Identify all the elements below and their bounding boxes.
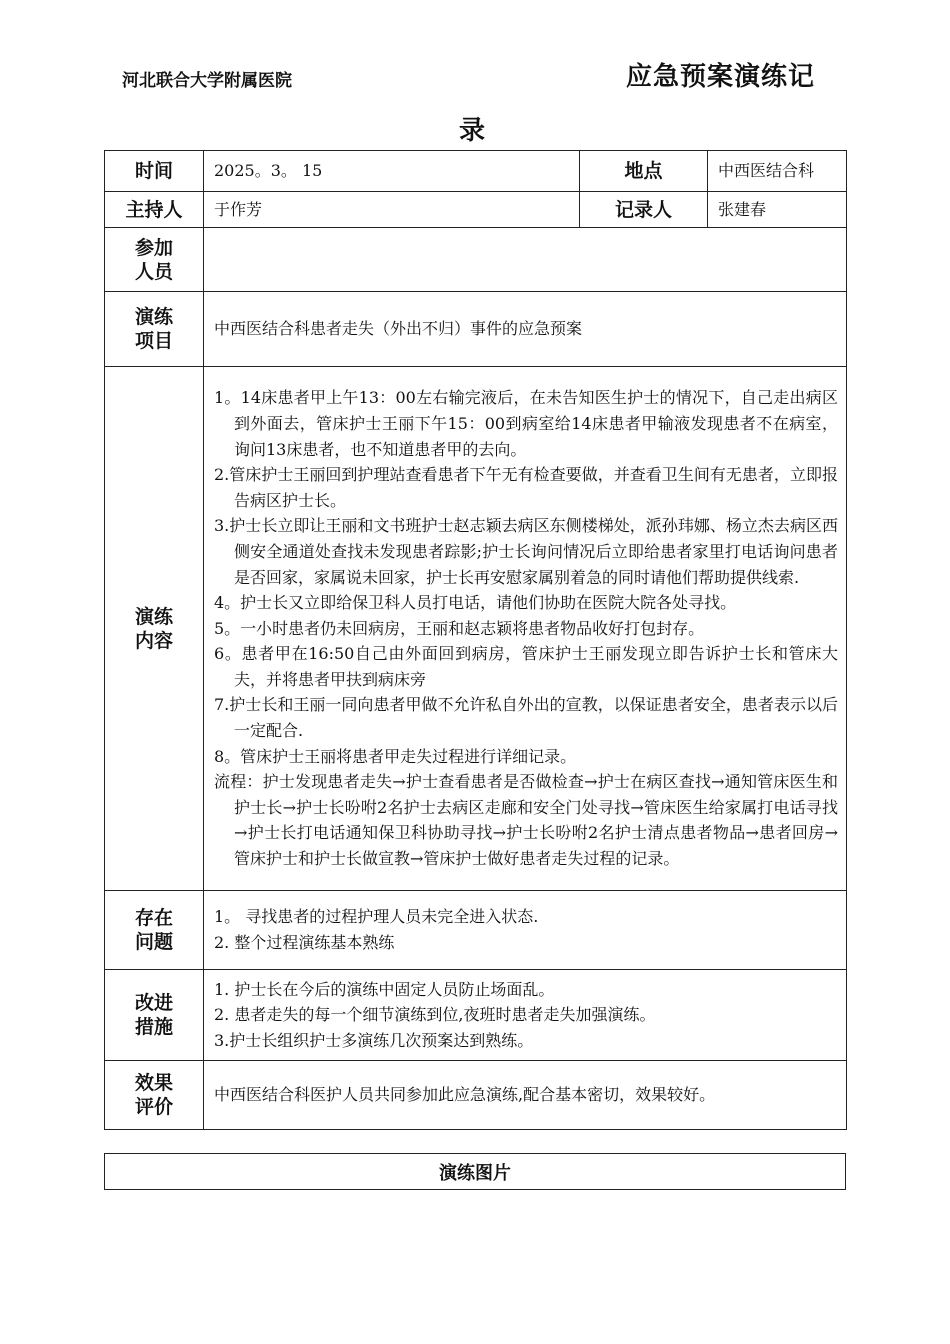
row-content xyxy=(105,367,847,891)
effect-label-line1: 效果 xyxy=(134,1072,173,1094)
content-item: 4。护士长又立即给保卫科人员打电话，请他们协助在医院大院各处寻找。 xyxy=(214,593,737,613)
improve-item: 3.护士长组织护士多演练几次预案达到熟练。 xyxy=(214,1030,534,1050)
improve-item: 1. 护士长在今后的演练中固定人员防止场面乱。 xyxy=(214,979,555,999)
content-label-line1: 演练 xyxy=(134,605,173,628)
effect-label-line2: 评价 xyxy=(134,1096,173,1118)
content-item: 2.管床护士王丽回到护理站查看患者下午无有检查要做，并查看卫生间有无患者，立即报告病区护士长。 xyxy=(214,465,838,510)
record-table xyxy=(104,150,847,1130)
issue-item: 2. 整个过程演练基本熟练 xyxy=(214,933,395,952)
effect-value: 中西医结合科医护人员共同参加此应急演练,配合基本密切，效果较好。 xyxy=(204,1061,847,1130)
recorder-label: 记录人 xyxy=(580,192,708,228)
project-value: 中西医结合科患者走失（外出不归）事件的应急预案 xyxy=(204,292,847,367)
content-label xyxy=(105,367,204,891)
row-time xyxy=(105,151,847,192)
project-label xyxy=(105,292,204,367)
row-project xyxy=(105,292,847,367)
improve-item: 2. 患者走失的每一个细节演练到位,夜班时患者走失加强演练。 xyxy=(214,1005,656,1025)
improve-label xyxy=(105,970,204,1061)
content-list xyxy=(214,385,838,871)
effect-label xyxy=(105,1061,204,1130)
row-participants xyxy=(105,228,847,292)
improve-label-line1: 改进 xyxy=(134,992,173,1014)
content-item: 流程：护士发现患者走失→护士查看患者是否做检查→护士在病区查找→通知管床医生和护士长→护士长吩咐2名护士去病区走廊和安全门处寻找→管床医生给家属打电话寻找→护士长打电话通知保卫科协助寻找→护士长吩咐2名护士清点患者物品→患者回房→管床护士和护士长做宣教→管床护士做好患者走失过程的记录。 xyxy=(214,772,838,869)
time-value: 2025。3。 15 xyxy=(204,151,580,192)
issues-label-line1: 存在 xyxy=(134,907,173,929)
participants-label-line2: 人员 xyxy=(134,260,173,283)
row-improve xyxy=(105,970,847,1061)
place-value: 中西医结合科 xyxy=(708,151,847,192)
place-label: 地点 xyxy=(580,151,708,192)
improve-label-line2: 措施 xyxy=(134,1016,173,1038)
content-item: 5。一小时患者仍未回病房，王丽和赵志颖将患者物品收好打包封存。 xyxy=(214,618,705,638)
content-item: 3.护士长立即让王丽和文书班护士赵志颖去病区东侧楼梯处，派孙玮娜、杨立杰去病区西侧安全通道处查找未发现患者踪影;护士长询问情况后立即给患者家里打电话询问患者是否回家，家属说未回家，护士长再安慰家属别着急的同时请他们帮助提供线索. xyxy=(214,516,838,587)
project-label-line2: 项目 xyxy=(134,330,173,352)
issue-item: 1。 寻找患者的过程护理人员未完全进入状态. xyxy=(214,907,539,927)
doc-title-line1: 应急预案演练记 xyxy=(626,62,816,92)
improve-list xyxy=(214,977,838,1054)
issues-label-line2: 问题 xyxy=(134,931,173,953)
row-issues xyxy=(105,891,847,970)
content-item: 7.护士长和王丽一同向患者甲做不允许私自外出的宣教，以保证患者安全，患者表示以后一定配合. xyxy=(214,695,838,741)
content-label-line2: 内容 xyxy=(134,629,173,652)
participants-value xyxy=(204,228,847,292)
issues-value xyxy=(204,891,847,970)
pictures-title: 演练图片 xyxy=(105,1154,846,1190)
hospital-name: 河北联合大学附属医院 xyxy=(122,71,292,91)
row-host xyxy=(105,192,847,228)
content-item: 8。管床护士王丽将患者甲走失过程进行详细记录。 xyxy=(214,746,577,766)
project-label-line1: 演练 xyxy=(134,306,173,328)
recorder-value: 张建春 xyxy=(708,192,847,228)
participants-label xyxy=(105,228,204,292)
issues-list xyxy=(214,904,838,955)
row-effect xyxy=(105,1061,847,1130)
content-item: 6。患者甲在16:50自己由外面回到病房，管床护士王丽发现立即告诉护士长和管床大夫，并将患者甲扶到病床旁 xyxy=(214,644,838,689)
participants-label-line1: 参加 xyxy=(134,236,173,259)
host-label: 主持人 xyxy=(105,192,204,228)
issues-label xyxy=(105,891,204,970)
improve-value xyxy=(204,970,847,1061)
time-label: 时间 xyxy=(105,151,204,192)
host-value: 于作芳 xyxy=(204,192,580,228)
doc-title-line2: 录 xyxy=(459,116,486,146)
content-item: 1。14床患者甲上午13：00左右输完液后，在未告知医生护士的情况下，自己走出病区到外面去，管床护士王丽下午15：00到病室给14床患者甲输液发现患者不在病室，询问13床患者，也不知道患者甲的去向。 xyxy=(214,388,838,459)
content-value xyxy=(204,367,847,891)
pictures-table xyxy=(104,1153,846,1190)
